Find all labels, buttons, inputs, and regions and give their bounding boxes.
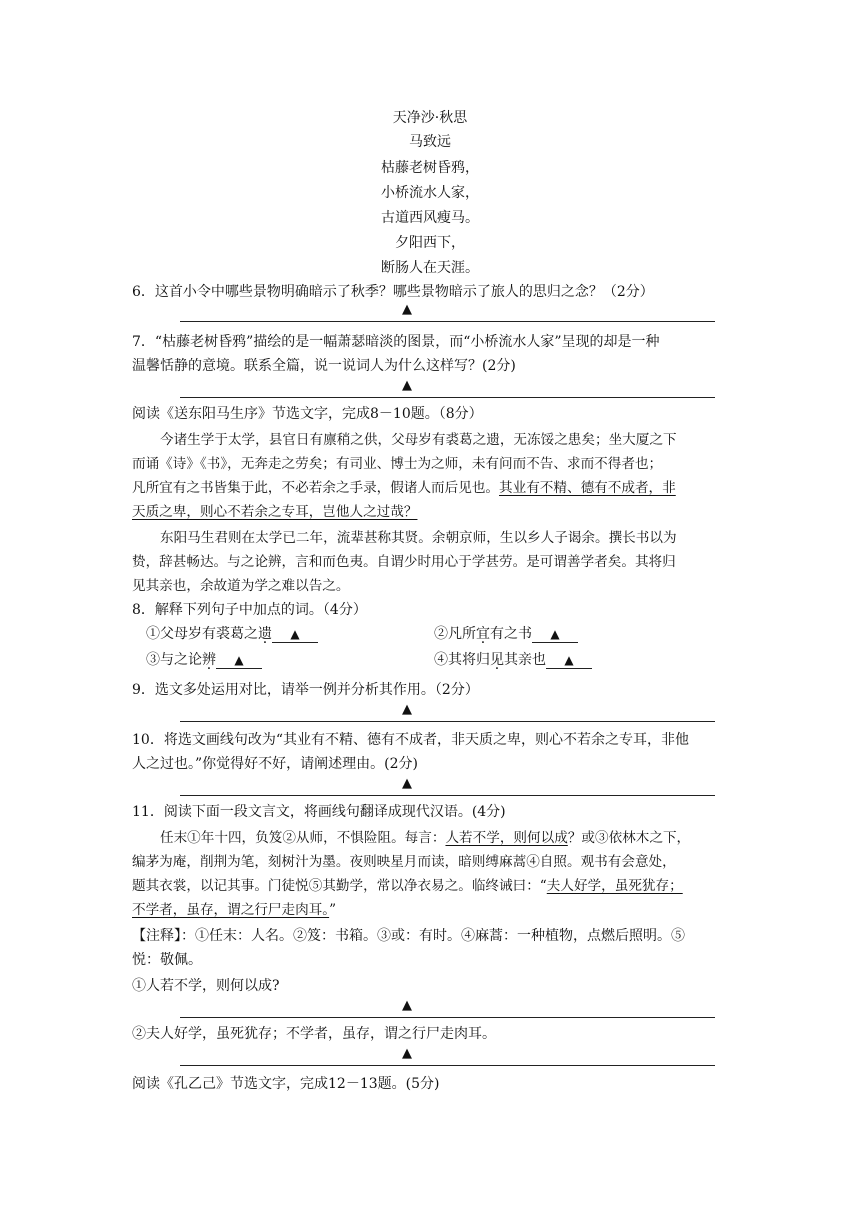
underlined-sentence: 其业有不精、德有不成者，非 [499,480,676,496]
question-6: 6．这首小令中哪些景物明确暗示了秋季？哪些景物暗示了旅人的思归之念？（2分） [132,284,654,300]
triangle-icon: ▲ [402,998,412,1013]
poem-line: 夕阳西下， [395,235,465,251]
answer-line-q10[interactable] [180,778,715,798]
passage-line: 题其衣裳，以记其事。门徒悦⑤其勤学，常以净衣易之。临终诫曰：“夫人好学，虽死犹存； [132,878,683,894]
question-10-line: 10．将选文画线句改为“其业有不精、德有不成者，非天质之卑，则心不若余之专耳，非他 [132,732,689,748]
passage-line: 不学者，虽存，谓之行尸走肉耳。” [132,902,337,918]
passage-line: 任末①年十四，负笈②从师，不惧险阻。每言：人若不学，则何以成？或③依林木之下， [160,830,691,846]
question-11: 11．阅读下面一段文言文，将画线句翻译成现代汉语。(4分) [132,804,506,820]
poem-title: 天净沙·秋思 [392,110,468,126]
question-7-line: 温馨恬静的意境。联系全篇，说一说词人为什么这样写？(2分) [132,358,516,374]
underlined-sentence: 不学者，虽存，谓之行尸走肉耳。 [132,902,330,918]
poem-line: 古道西风瘦马。 [381,210,479,226]
poem-author: 马致远 [409,134,451,150]
q8-item-1: ①父母岁有裘葛之遗 ▲ [146,624,318,644]
reading-intro-1: 阅读《送东阳马生序》节选文字，完成8－10题。（8分） [132,406,483,422]
triangle-icon: ▲ [402,378,412,393]
passage-line: 东阳马生君则在太学已二年，流辈甚称其贤。余朝京师，生以乡人子谒余。撰长书以为 [160,530,677,546]
question-9: 9．选文多处运用对比，请举一例并分析其作用。（2分） [132,682,479,698]
passage-line: 凡所宜有之书皆集于此，不必若余之手录，假诸人而后见也。其业有不精、德有不成者，非 [132,480,676,496]
underlined-sentence: 天质之卑，则心不若余之专耳，岂他人之过哉？ [132,504,418,520]
answer-line-q11-2[interactable] [180,1048,715,1068]
answer-line-q7[interactable] [180,380,715,400]
q11-sub-1: ①人若不学，则何以成? [132,978,280,994]
answer-blank[interactable]: ▲ [546,652,592,669]
poem-line: 枯藤老树昏鸦， [381,160,479,176]
answer-blank[interactable]: ▲ [216,652,262,669]
passage-line: 见其亲也，余故道为学之难以告之。 [132,578,350,594]
triangle-icon: ▲ [402,702,412,717]
triangle-icon: ▲ [402,302,412,317]
q8-item-2: ②凡所宜有之书 ▲ [434,624,578,644]
answer-line-q9[interactable] [180,704,715,724]
passage-line: 贽，辞甚畅达。与之论辨，言和而色夷。自谓少时用心于学甚劳。是可谓善学者矣。其将归 [132,554,676,570]
triangle-icon: ▲ [402,1046,412,1061]
annotation-line: 悦：敬佩。 [132,952,202,968]
answer-line-q6[interactable] [180,304,715,324]
triangle-icon: ▲ [402,776,412,791]
reading-intro-2: 阅读《孔乙己》节选文字，完成12－13题。(5分) [132,1076,440,1092]
annotation-line: 【注释】：①任末：人名。②笈：书箱。③或：有时。④麻蒿：一种植物，点燃后照明。⑤ [132,928,685,944]
answer-blank[interactable]: ▲ [532,626,578,643]
answer-blank[interactable]: ▲ [272,626,318,643]
question-7-line: 7．“枯藤老树昏鸦”描绘的是一幅萧瑟暗淡的图景，而“小桥流水人家”呈现的却是一种 [132,334,660,350]
passage-line: 编茅为庵，削荆为笔，刻树汁为墨。夜则映星月而读，暗则缚麻蒿④自照。观书有会意处， [132,854,676,870]
question-8: 8．解释下列句子中加点的词。（4分） [132,602,367,618]
answer-line-q11-1[interactable] [180,1000,715,1020]
passage-line: 今诸生学于太学，县官日有廪稍之供，父母岁有裘葛之遗，无冻馁之患矣；坐大厦之下 [160,432,677,448]
q8-item-3: ③与之论辨 ▲ [146,650,262,670]
underlined-sentence: 人若不学，则何以成 [445,830,568,846]
q8-item-4: ④其将归见其亲也 ▲ [434,650,592,670]
underlined-sentence: 夫人好学，虽死犹存； [546,878,683,894]
poem-line: 断肠人在天涯。 [381,260,479,276]
question-10-line: 人之过也。”你觉得好不好，请阐述理由。(2分) [132,756,418,772]
poem-line: 小桥流水人家， [381,185,479,201]
q11-sub-2: ②夫人好学，虽死犹存；不学者，虽存，谓之行尸走肉耳。 [132,1026,496,1042]
passage-line: 而诵《诗》《书》，无奔走之劳矣；有司业、博士为之师，未有问而不告、求而不得者也； [132,456,663,472]
